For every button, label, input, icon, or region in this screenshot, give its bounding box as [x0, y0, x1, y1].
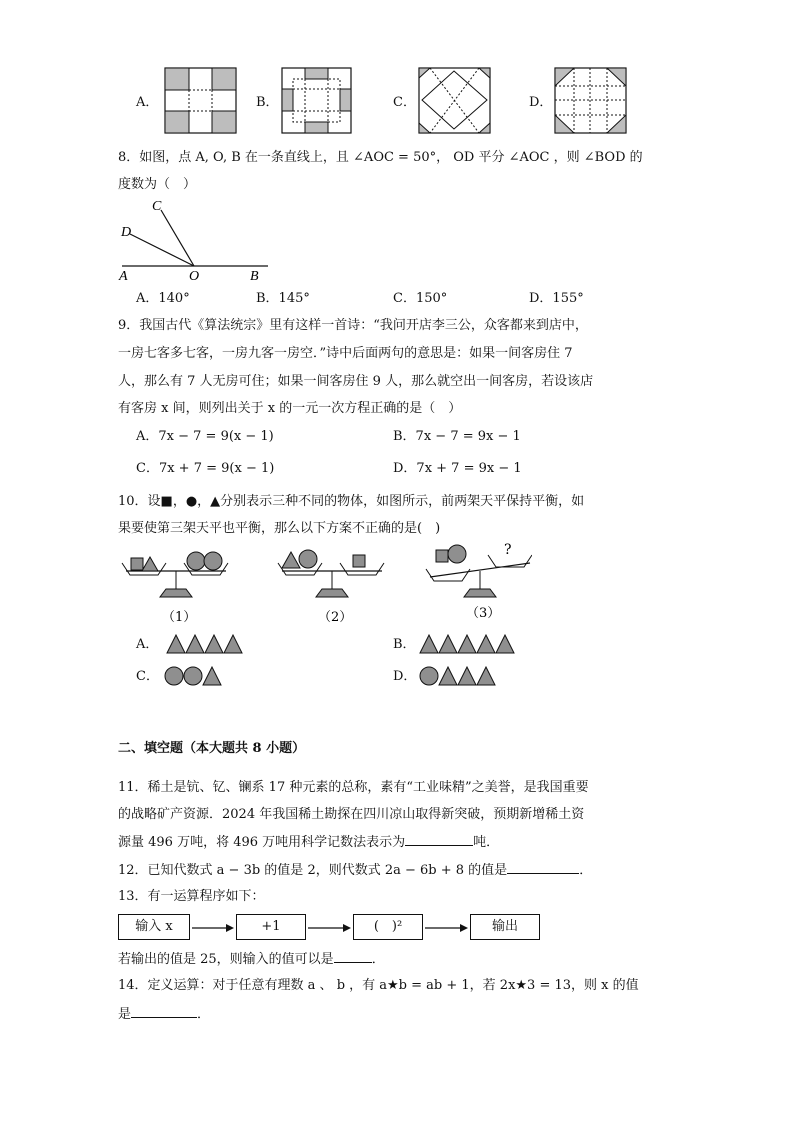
square-icon: [436, 550, 448, 562]
balance-2: [278, 550, 384, 625]
q13-stem-line2: [118, 950, 385, 969]
q7-option-a-label: A．: [136, 95, 159, 110]
label-o: O: [189, 269, 200, 284]
q9-stem-line3: 人，那么有 7 人无房可住；如果一间客房住 9 人，那么就空出一间客房，若设该店: [118, 374, 594, 389]
q7-option-c-label: C．: [393, 95, 416, 110]
q7-option-d-label: D．: [529, 95, 553, 110]
triangle-icon: [142, 557, 158, 571]
q14-line2-text: 是: [118, 1007, 132, 1022]
triangle-icon: [282, 552, 300, 568]
q9-option-a: A．7x − 7 = 9(x − 1): [136, 429, 274, 444]
q10-option-d-label: D．: [393, 669, 417, 684]
q14-answer-blank[interactable]: [131, 1005, 197, 1018]
q9-option-b: B．7x − 7 = 9x − 1: [393, 429, 521, 444]
label-b: B: [250, 269, 259, 284]
q9-option-d: D．7x + 7 = 9x − 1: [393, 461, 522, 476]
q10-stem-line2: 果要使第三架天平也平衡，那么以下方案不正确的是( ): [118, 521, 441, 536]
circle-icon: [204, 552, 222, 570]
q11-stem-line2: 的战略矿产资源．2024 年我国稀土勘探在四川凉山取得新突破，预期新增稀土资: [118, 807, 585, 822]
flow-input-box: 输入 x: [118, 914, 190, 940]
q7-option-d-figure: [554, 67, 628, 135]
q9-stem-line1: 9．我国古代《算法统宗》里有这样一首诗：“我问开店李三公，众客都来到店中，: [118, 318, 588, 333]
balance-1: [122, 552, 228, 625]
arrow-right-icon: [343, 924, 351, 932]
q8-angle-figure: [116, 196, 276, 284]
circle-icon: [299, 550, 317, 568]
balance-3: [426, 542, 532, 621]
q14-stem-line2: [118, 1005, 210, 1024]
flow-arrows: [190, 918, 540, 938]
q7-option-b-figure: [281, 67, 353, 135]
q13-line2-text: 若输出的值是 25，则输入的值可以是: [118, 952, 334, 967]
q7-option-c-figure: [418, 67, 492, 135]
flow-output-box: 输出: [470, 914, 540, 940]
balance-2-label: （2）: [318, 610, 353, 625]
q8-option-b: B．145°: [256, 291, 310, 306]
q10-option-d-shapes: [419, 665, 499, 687]
arrow-right-icon: [460, 924, 468, 932]
q13-line2-end: ．: [371, 952, 385, 967]
label-a: A: [119, 269, 128, 284]
section-2-title: 二、填空题（本大题共 8 小题）: [118, 741, 306, 756]
q9-option-c: C．7x + 7 = 9(x − 1): [136, 461, 275, 476]
arrow-right-icon: [226, 924, 234, 932]
q11-stem-line1: 11．稀土是钪、钇、镧系 17 种元素的总称，素有“工业味精”之美誉，是我国重要: [118, 780, 589, 795]
q12-answer-blank[interactable]: [507, 861, 579, 874]
q10-balance-figures: [116, 541, 532, 625]
label-c: C: [152, 199, 162, 214]
q8-option-a: A．140°: [136, 291, 190, 306]
q10-option-a-label: A．: [136, 637, 159, 652]
q13-stem-line1: 13．有一运算程序如下：: [118, 889, 265, 904]
square-icon: [353, 555, 365, 567]
q11-line3-end: 吨．: [473, 835, 500, 850]
q12-stem: [118, 861, 592, 880]
q12-text: 12．已知代数式 a − 3b 的值是 2，则代数式 2a − 6b + 8 的值是: [118, 863, 508, 878]
q9-stem-line4: 有客房 x 间，则列出关于 x 的一元一次方程正确的是（ ）: [118, 401, 462, 416]
q12-end: ．: [579, 863, 593, 878]
square-icon: [131, 558, 143, 570]
circle-icon: [448, 545, 466, 563]
q14-stem-line1: 14．定义运算：对于任意有理数 a 、 b ，有 a★b = ab + 1，若 2x★3 = 13，则 x 的值: [118, 978, 639, 993]
q8-option-c: C．150°: [393, 291, 448, 306]
question-mark: ?: [504, 542, 512, 558]
q10-stem-line1: 10．设■，●，▲分别表示三种不同的物体，如图所示，前两架天平保持平衡，如: [118, 494, 585, 509]
q8-stem-line1: 8．如图，点 A, O, B 在一条直线上，且 ∠AOC = 50°， OD 平分 ∠AOC ，则 ∠BOD 的: [118, 150, 643, 165]
q14-line2-end: ．: [197, 1007, 211, 1022]
q10-option-b-shapes: [419, 633, 517, 655]
q8-stem-line2: 度数为（ ）: [118, 177, 197, 192]
circle-icon: [187, 552, 205, 570]
label-d: D: [121, 225, 132, 240]
q8-option-d: D．155°: [529, 291, 584, 306]
flow-square-box: ( )²: [353, 914, 423, 940]
q10-option-c-shapes: [164, 665, 226, 687]
balance-1-label: （1）: [162, 610, 197, 625]
q13-answer-blank[interactable]: [334, 950, 372, 963]
q11-answer-blank[interactable]: [405, 833, 473, 846]
q9-stem-line2: 一房七客多七客，一房九客一房空．”诗中后面两句的意思是：如果一间客房住 7: [118, 346, 573, 361]
q10-option-b-label: B．: [393, 637, 416, 652]
q11-line3-text: 源量 496 万吨，将 496 万吨用科学记数法表示为: [118, 835, 406, 850]
q10-option-c-label: C．: [136, 669, 159, 684]
q10-option-a-shapes: [166, 633, 246, 655]
flow-plus-one-box: +1: [236, 914, 306, 940]
q11-stem-line3: [118, 833, 499, 852]
q7-option-b-label: B．: [256, 95, 279, 110]
balance-3-label: （3）: [466, 606, 501, 621]
q7-option-a-figure: [164, 67, 238, 135]
